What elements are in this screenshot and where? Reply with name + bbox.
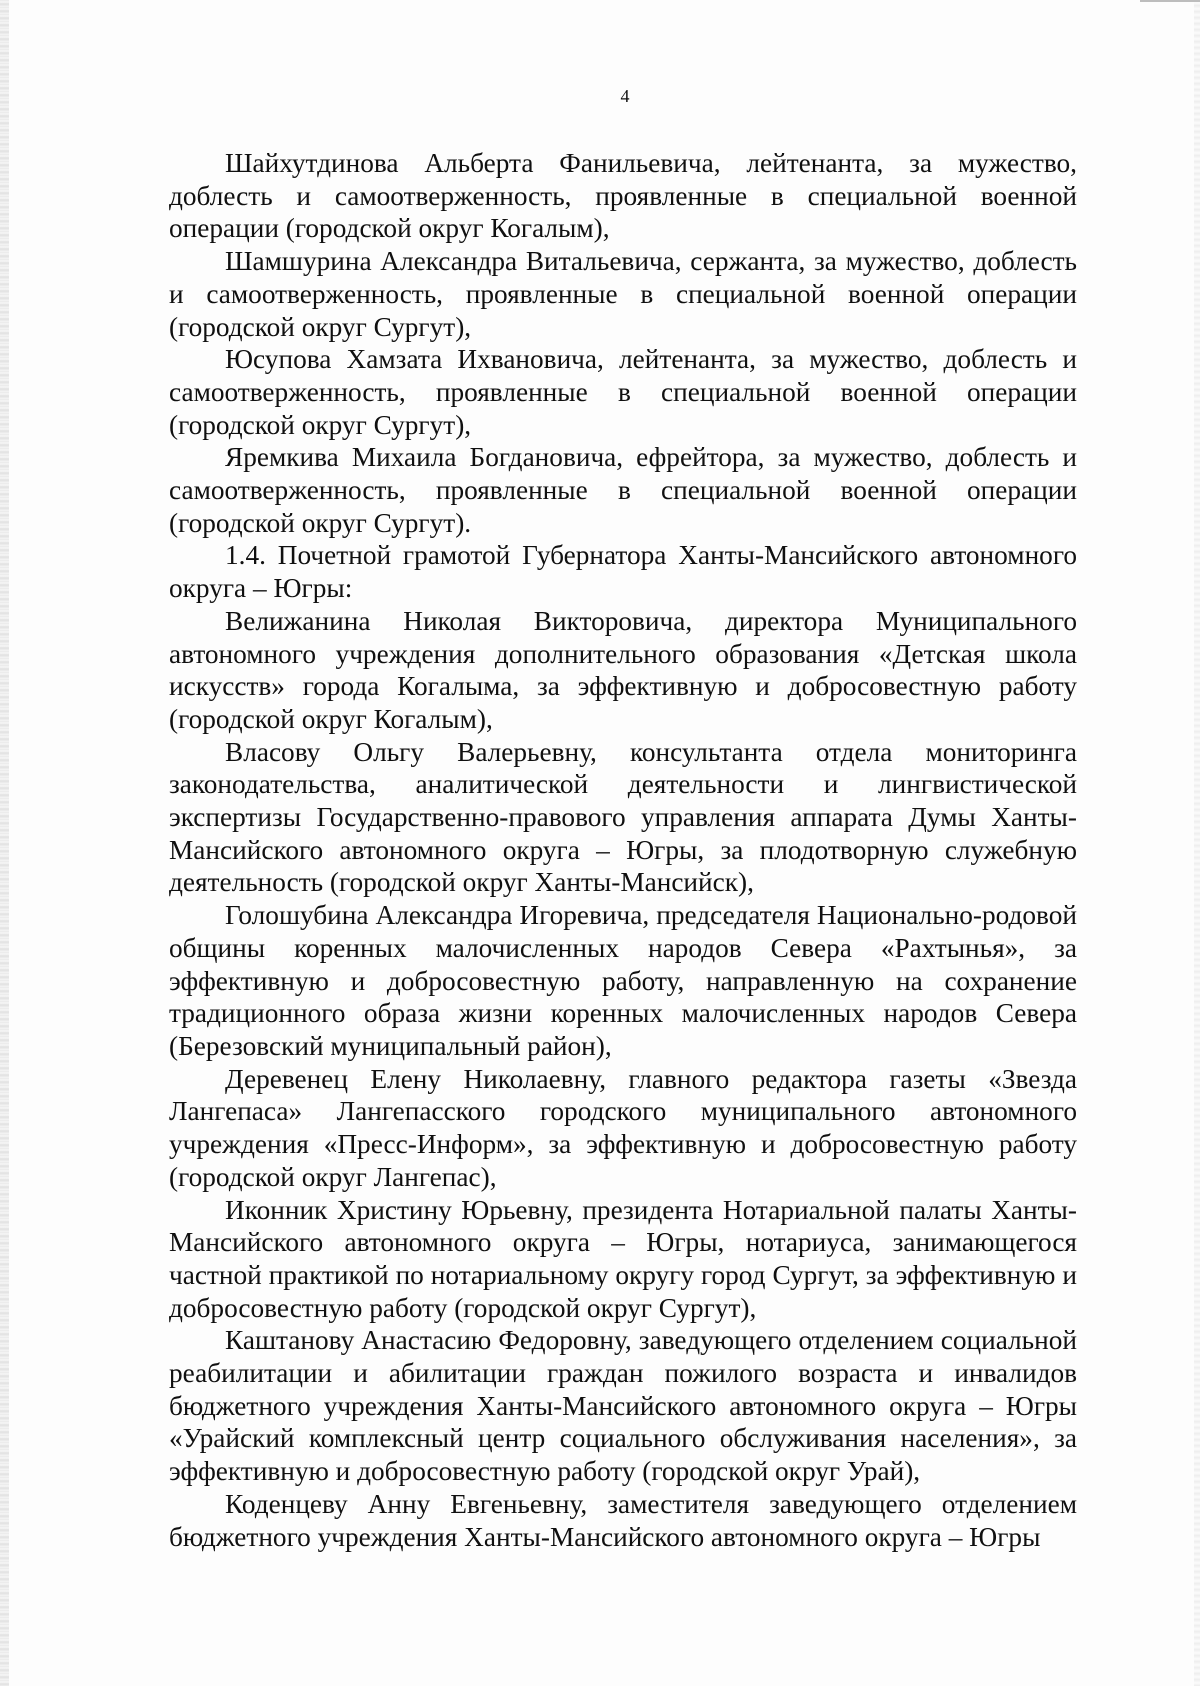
paragraph-vlasova: Власову Ольгу Валерьевну, консультанта отдела мониторинга законодательства, аналитической деятельности и лингвистической экспертизы Государственно-правового управления аппарата Думы Ханты-Мансийского автономного округа – Югры, за плодотворную служебную деятельность (городской округ Ханты-Мансийск),	[169, 736, 1077, 898]
paragraph-derevenets: Деревенец Елену Николаевну, главного редактора газеты «Звезда Лангепаса» Лангепасского городского муниципального автономного учреждения «Пресс-Информ», за эффективную и добросовестную работу (городской округ Лангепас),	[169, 1063, 1077, 1192]
document-body	[169, 147, 1077, 1553]
paragraph-shaikhutdinov: Шайхутдинова Альберта Фанильевича, лейтенанта, за мужество, доблесть и самоотверженность, проявленные в специальной военной операции (городской округ Когалым),	[169, 148, 1077, 244]
paragraph-shamshurin: Шамшурина Александра Витальевича, сержанта, за мужество, доблесть и самоотверженность, проявленные в специальной военной операции (городской округ Сургут),	[169, 246, 1077, 342]
scan-corner-mark	[1140, 0, 1200, 2]
paragraph-ikonnik: Иконник Христину Юрьевну, президента Нотариальной палаты Ханты-Мансийского автономного округа – Югры, нотариуса, занимающегося частной практикой по нотариальному округу город Сургут, за эффективную и добросовестную работу (городской округ Сургут),	[169, 1194, 1077, 1323]
paragraph-kodentseva: Коденцеву Анну Евгеньевну, заместителя заведующего отделением бюджетного учреждения Ханты-Мансийского автономного округа – Югры	[169, 1488, 1077, 1552]
paragraph-kashtanova: Каштанову Анастасию Федоровну, заведующего отделением социальной реабилитации и абилитации граждан пожилого возраста и инвалидов бюджетного учреждения Ханты-Мансийского автономного округа – Югры «Урайский комплексный центр социального обслуживания населения», за эффективную и добросовестную работу (городской округ Урай),	[169, 1325, 1077, 1487]
section-heading-1-4: 1.4. Почетной грамотой Губернатора Ханты-Мансийского автономного округа – Югры:	[169, 540, 1077, 604]
paragraph-velizhanin: Велижанина Николая Викторовича, директора Муниципального автономного учреждения дополнительного образования «Детская школа искусств» города Когалыма, за эффективную и добросовестную работу (городской округ Когалым),	[169, 605, 1077, 734]
scan-edge-left	[0, 0, 9, 1686]
scan-edge-right	[1194, 0, 1200, 1686]
paragraph-yaremkiv: Яремкива Михаила Богдановича, ефрейтора, за мужество, доблесть и самоотверженность, проявленные в специальной военной операции (городской округ Сургут).	[169, 442, 1077, 538]
paragraph-yusupov: Юсупова Хамзата Ихвановича, лейтенанта, за мужество, доблесть и самоотверженность, проявленные в специальной военной операции (городской округ Сургут),	[169, 344, 1077, 440]
paragraph-goloshubin: Голошубина Александра Игоревича, председателя Национально-родовой общины коренных малочисленных народов Севера «Рахтынья», за эффективную и добросовестную работу, направленную на сохранение традиционного образа жизни коренных малочисленных народов Севера (Березовский муниципальный район),	[169, 900, 1077, 1061]
page-number: 4	[620, 86, 630, 106]
